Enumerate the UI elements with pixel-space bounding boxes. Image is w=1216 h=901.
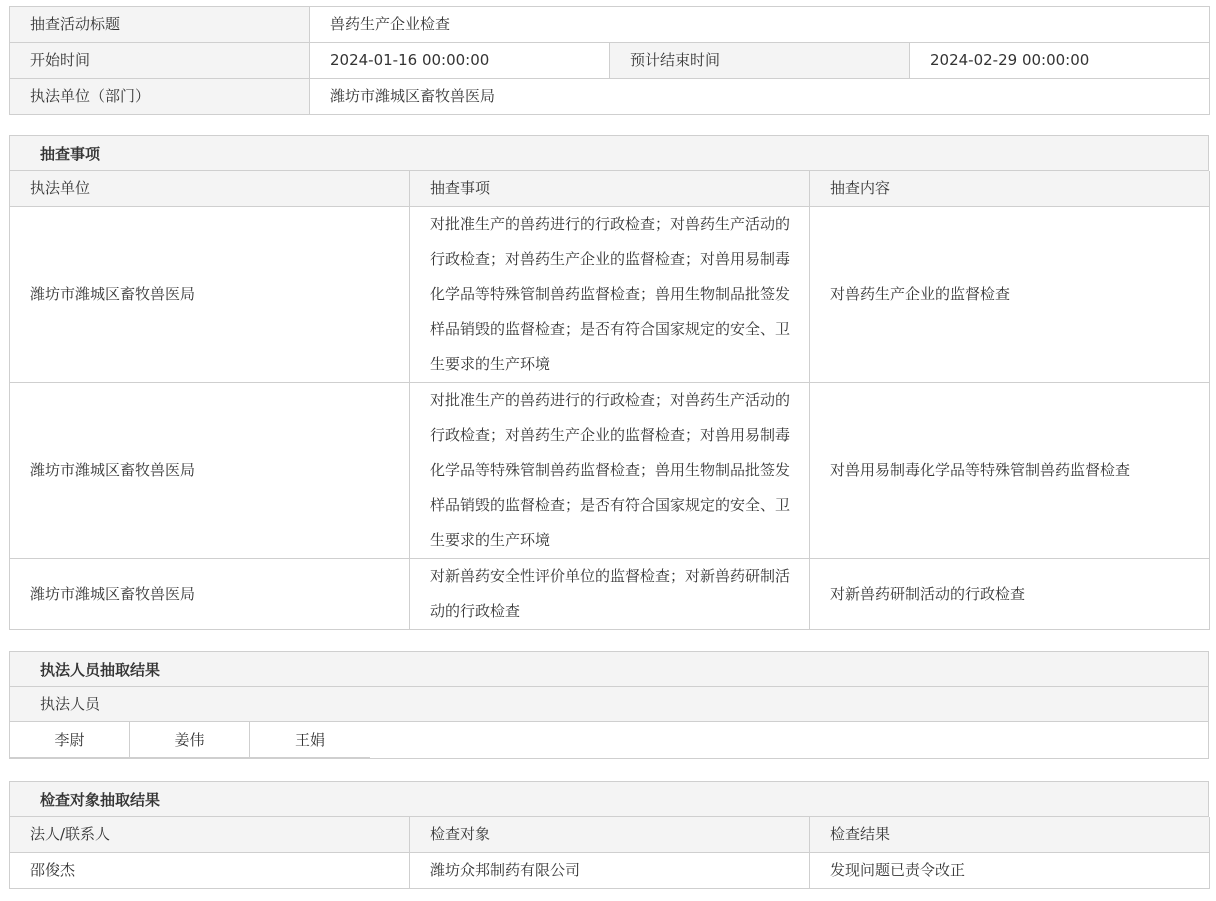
column-header-content: 抽查内容 xyxy=(810,171,1210,207)
column-header-unit: 执法单位 xyxy=(10,171,410,207)
staff-person: 王娟 xyxy=(250,722,370,758)
end-time-label: 预计结束时间 xyxy=(610,43,910,79)
unit-row xyxy=(10,79,1210,115)
end-time-value: 2024-02-29 00:00:00 xyxy=(910,43,1210,79)
inspection-items-table xyxy=(9,171,1210,630)
staff-result-title: 执法人员抽取结果 xyxy=(9,651,1209,687)
table-header-row xyxy=(10,171,1210,207)
title-value: 兽药生产企业检查 xyxy=(310,7,1210,43)
inspection-items-section xyxy=(9,135,1209,630)
row-contact: 邵俊杰 xyxy=(10,853,410,889)
row-items xyxy=(410,383,810,559)
row-result: 发现问题已责令改正 xyxy=(810,853,1210,889)
column-header-contact: 法人/联系人 xyxy=(10,817,410,853)
staff-person: 姜伟 xyxy=(130,722,250,758)
table-row xyxy=(10,383,1210,559)
row-object: 潍坊众邦制药有限公司 xyxy=(410,853,810,889)
staff-label: 执法人员 xyxy=(9,687,1209,722)
inspection-objects-title: 检查对象抽取结果 xyxy=(9,781,1209,817)
row-items-text: 对批准生产的兽药进行的行政检查；对兽药生产活动的行政检查；对兽药生产企业的监督检查；对兽用易制毒化学品等特殊管制兽药监督检查；兽用生物制品批签发样品销毁的监督检查；是否有符合国家规定的安全、卫生要求的生产环境 xyxy=(430,215,791,373)
column-header-object: 检查对象 xyxy=(410,817,810,853)
time-row xyxy=(10,43,1210,79)
title-label: 抽查活动标题 xyxy=(10,7,310,43)
unit-value: 潍坊市潍城区畜牧兽医局 xyxy=(310,79,1210,115)
row-items xyxy=(410,207,810,383)
unit-label: 执法单位（部门） xyxy=(10,79,310,115)
row-unit: 潍坊市潍城区畜牧兽医局 xyxy=(10,559,410,630)
table-row xyxy=(10,207,1210,383)
staff-person: 李尉 xyxy=(10,722,130,758)
activity-info-table xyxy=(9,6,1210,115)
inspection-objects-section xyxy=(9,781,1209,889)
title-row xyxy=(10,7,1210,43)
inspection-items-title: 抽查事项 xyxy=(9,135,1209,171)
column-header-result: 检查结果 xyxy=(810,817,1210,853)
row-items-text: 对批准生产的兽药进行的行政检查；对兽药生产活动的行政检查；对兽药生产企业的监督检查；对兽用易制毒化学品等特殊管制兽药监督检查；兽用生物制品批签发样品销毁的监督检查；是否有符合国家规定的安全、卫生要求的生产环境 xyxy=(430,391,791,549)
row-items xyxy=(410,559,810,630)
start-time-label: 开始时间 xyxy=(10,43,310,79)
column-header-items: 抽查事项 xyxy=(410,171,810,207)
inspection-objects-table xyxy=(9,817,1210,889)
start-time-value: 2024-01-16 00:00:00 xyxy=(310,43,610,79)
row-unit: 潍坊市潍城区畜牧兽医局 xyxy=(10,383,410,559)
table-row xyxy=(10,853,1210,889)
row-content: 对兽用易制毒化学品等特殊管制兽药监督检查 xyxy=(810,383,1210,559)
staff-list xyxy=(9,722,1209,759)
staff-result-section xyxy=(9,651,1209,759)
row-content: 对兽药生产企业的监督检查 xyxy=(810,207,1210,383)
table-row xyxy=(10,559,1210,630)
row-items-text: 对新兽药安全性评价单位的监督检查；对新兽药研制活动的行政检查 xyxy=(430,567,791,620)
row-content: 对新兽药研制活动的行政检查 xyxy=(810,559,1210,630)
table-header-row xyxy=(10,817,1210,853)
row-unit: 潍坊市潍城区畜牧兽医局 xyxy=(10,207,410,383)
